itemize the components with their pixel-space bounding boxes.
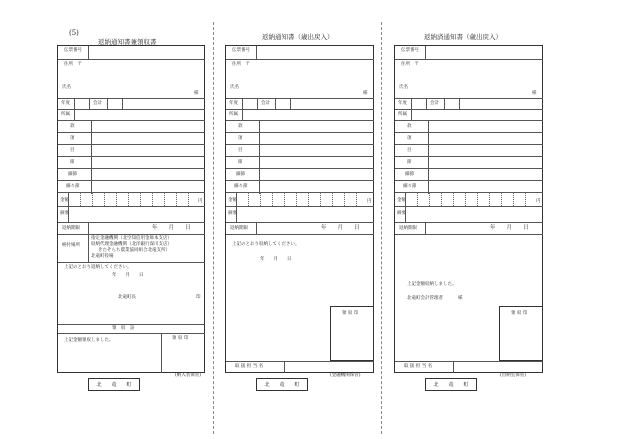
address-label: 住所 〒	[401, 62, 419, 67]
address-label: 住所 〒	[64, 62, 82, 67]
addressee-sama: 様	[458, 296, 463, 301]
stamp-label: 領 収 印	[342, 311, 359, 316]
stamp-box	[330, 306, 374, 361]
kaikei-label: 会計	[261, 101, 270, 106]
kou-label: 項	[70, 136, 75, 141]
kou-label: 項	[407, 136, 412, 141]
cut-line	[381, 22, 382, 434]
sama-label: 様	[194, 91, 199, 96]
kigen-label: 返納期限	[399, 226, 417, 231]
denpyo-label: 伝票番号	[232, 48, 250, 53]
nendo-label: 年度	[61, 101, 70, 106]
saimoku-label: 細節	[68, 172, 77, 177]
form-2	[225, 45, 374, 373]
place-line: きたそらち農業協同組合北竜支所）	[98, 248, 170, 253]
kan-label: 款	[70, 124, 75, 129]
notice-text: 上記のとおり返納してください。	[64, 265, 132, 270]
moku-label: 目	[70, 148, 75, 153]
place-label: 納付場所	[62, 243, 80, 248]
saimoku-label: 細節	[236, 172, 245, 177]
kingaku-label: 金額	[60, 198, 69, 203]
seal-mark: 印	[196, 295, 201, 300]
kigen-date: 年 月 日	[152, 225, 191, 231]
address-label: 住所 〒	[232, 62, 250, 67]
kingaku-label: 金額	[397, 198, 406, 203]
cut-line	[213, 22, 214, 434]
place-line: 収納代理金融機関（北洋銀行深川支店）	[91, 242, 172, 247]
setsu-label: 節	[407, 160, 412, 165]
name-label: 氏名	[62, 85, 71, 90]
shozoku-label: 所属	[229, 112, 238, 117]
keep-label: (金融機関保管)	[330, 373, 361, 378]
setsu-label: 節	[70, 160, 75, 165]
sama-label: 様	[363, 91, 368, 96]
stamp-label: 領 収 印	[172, 336, 189, 341]
tekiyou-label: 摘要	[228, 211, 237, 216]
kan-label: 款	[407, 124, 412, 129]
kaikei-label: 会計	[93, 101, 102, 106]
handler-label: 取 扱 担 当 名	[235, 364, 264, 369]
receipt-text: 上記金額領収しました。	[64, 338, 114, 343]
keep-label: (納入者保管)	[175, 373, 202, 378]
form-title: 返納通知書（歳出戻入）	[262, 33, 334, 41]
denpyo-label: 伝票番号	[401, 48, 419, 53]
stamp-box	[499, 306, 543, 361]
saisaimoku-label: 細々節	[66, 184, 80, 189]
addressee: 北竜町会計管理者	[407, 296, 443, 301]
footer-box: 北 竜 町	[256, 378, 308, 391]
kigen-date: 年 月 日	[490, 225, 529, 231]
saisaimoku-label: 細々節	[234, 184, 248, 189]
kigen-label: 返納期限	[62, 226, 80, 231]
form-1	[57, 45, 205, 373]
setsu-label: 節	[238, 160, 243, 165]
handler-label: 取 扱 担 当 名	[404, 364, 433, 369]
denpyo-label: 伝票番号	[64, 48, 82, 53]
footer-box: 北 竜 町	[88, 378, 140, 391]
place-line: 北竜町役場	[91, 254, 114, 259]
form-title: 返納済通知書（歳出戻入）	[424, 33, 502, 41]
place-line: 指定金融機関（北空知信用金庫本支店）	[91, 236, 172, 241]
tekiyou-label: 摘要	[397, 211, 406, 216]
stamp-label: 領 収 印	[511, 311, 528, 316]
kingaku-label: 金額	[228, 198, 237, 203]
footer-box: 北 竜 町	[425, 378, 477, 391]
en-label: 円	[367, 199, 372, 204]
kou-label: 項	[238, 136, 243, 141]
sama-label: 様	[532, 91, 537, 96]
en-label: 円	[536, 199, 541, 204]
moku-label: 目	[407, 148, 412, 153]
notice-date: 年 月 日	[260, 257, 292, 262]
saimoku-label: 細節	[405, 172, 414, 177]
shozoku-label: 所属	[61, 112, 70, 117]
issuer: 北竜町長	[118, 295, 136, 300]
keep-label: (出納室保管)	[500, 373, 527, 378]
notice-text: 上記金額収納しました。	[407, 282, 457, 287]
name-label: 氏名	[230, 85, 239, 90]
nendo-label: 年度	[229, 101, 238, 106]
saisaimoku-label: 細々節	[403, 184, 417, 189]
notice-date: 年 月 日	[112, 273, 144, 278]
moku-label: 目	[238, 148, 243, 153]
en-label: 円	[198, 199, 203, 204]
kigen-label: 返納期限	[230, 226, 248, 231]
kigen-date: 年 月 日	[321, 225, 360, 231]
receipt-title: 領 収 証	[112, 326, 135, 331]
shozoku-label: 所属	[398, 112, 407, 117]
form-title: 返納通知書兼領収書	[98, 38, 157, 46]
tekiyou-label: 摘要	[60, 211, 69, 216]
name-label: 氏名	[399, 85, 408, 90]
form-3	[394, 45, 543, 373]
notice-text: 上記のとおり収納してください。	[232, 242, 300, 247]
kan-label: 款	[238, 124, 243, 129]
nendo-label: 年度	[398, 101, 407, 106]
page-label: (5)	[69, 29, 79, 37]
kaikei-label: 会計	[430, 101, 439, 106]
